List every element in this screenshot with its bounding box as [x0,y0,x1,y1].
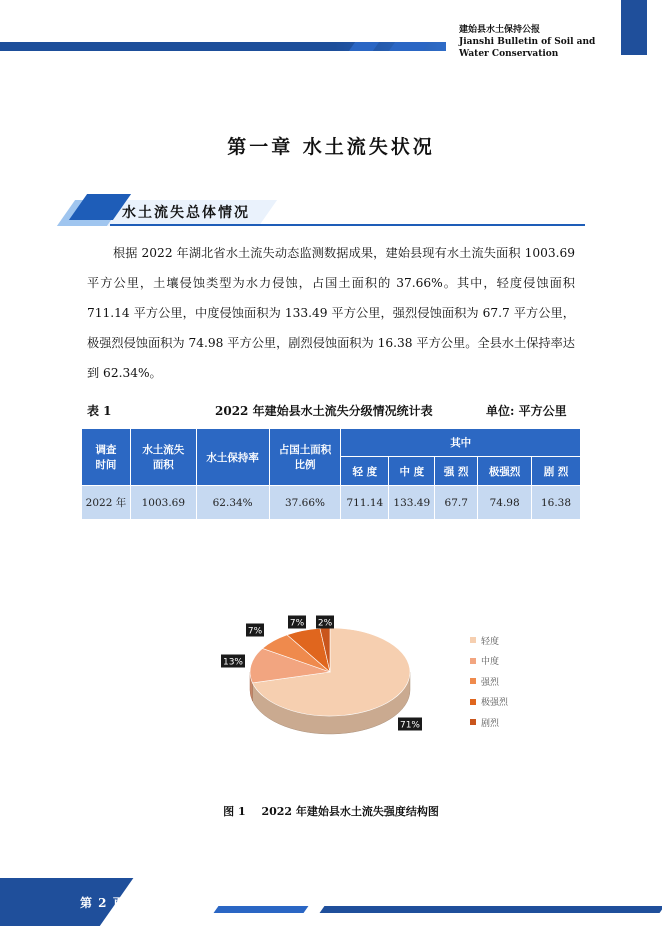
legend-swatch [470,637,476,643]
table-row [82,486,581,520]
legend-swatch [470,658,476,664]
section-title: 水土流失总体情况 [122,205,250,221]
table-cell: 711.14 [341,486,389,520]
figure-caption [0,803,662,819]
header-cell: 强 烈 [435,457,478,486]
page-number: 第 2 页 [80,896,126,910]
erosion-stats-table [81,428,581,520]
table-cell: 2022 年 [82,486,131,520]
figure-label: 图 1 [223,805,246,818]
header-cell: 调查 时间 [82,429,131,486]
header-title-en: Jianshi Bulletin of Soil and Water Conservation [459,37,596,59]
pie-data-label [246,624,264,637]
header-cell: 轻 度 [341,457,389,486]
header-stripe [389,42,429,51]
footer-stripe [320,906,662,913]
header-corner-block [621,0,647,55]
header-cell: 其中 [341,429,581,457]
table-cell: 62.34% [196,486,269,520]
legend-item [470,671,508,692]
legend-item [470,712,508,733]
header-cell: 水土流失 面积 [130,429,196,486]
figure-title: 2022 年建始县水土流失强度结构图 [261,805,439,818]
legend-label: 强烈 [481,677,500,688]
table-title: 2022 年建始县水土流失分级情况统计表 [215,404,433,418]
legend-label: 极强烈 [481,698,509,709]
svg-text:7%: 7% [247,626,263,637]
header-title-cn: 建始县水土保持公报 [459,25,541,35]
legend-label: 剧烈 [481,718,500,729]
table-cell: 1003.69 [130,486,196,520]
header-cell: 极强烈 [478,457,532,486]
legend-item [470,630,508,651]
table-cell: 74.98 [478,486,532,520]
svg-text:2%: 2% [317,618,333,629]
footer-stripe [214,906,309,913]
table-cell: 67.7 [435,486,478,520]
header-cell: 剧 烈 [532,457,581,486]
header-band [0,42,446,51]
legend-swatch [470,678,476,684]
body-paragraph: 根据 2022 年湖北省水土流失动态监测数据成果，建始县现有水土流失面积 1003.69 平方公里，土壤侵蚀类型为水力侵蚀，占国土面积的 37.66%。其中，轻度侵蚀面积 711.14 平方公里，中度侵蚀面积为 133.49 平方公里，强烈侵蚀面积为 67.7 平方公里，极强烈侵蚀面积为 74.98 平方公里，剧烈侵蚀面积为 16.38 平方公里。全县水土保持率达到 62.34%。 [87,246,575,380]
pie-data-label [398,718,422,731]
chapter-title: 第一章 水土流失状况 [227,136,435,158]
table-unit: 单位: 平方公里 [486,404,567,418]
header-title [459,24,619,60]
header-cell: 水土保持率 [196,429,269,486]
legend-label: 轻度 [481,636,500,647]
table-cell: 133.49 [389,486,435,520]
header-cell: 中 度 [389,457,435,486]
legend-item [470,692,508,713]
table-cell: 37.66% [269,486,341,520]
svg-text:13%: 13% [222,657,244,668]
pie-data-label [288,616,306,629]
legend-label: 中度 [481,657,500,668]
table-label: 表 1 [87,404,112,418]
svg-text:71%: 71% [399,720,421,731]
legend-item [470,651,508,672]
chart-legend [470,630,508,733]
header-cell: 占国土面积 比例 [269,429,341,486]
pie-data-label [221,655,245,668]
table-cell: 16.38 [532,486,581,520]
section-underline [110,224,585,226]
pie-data-label [316,616,334,629]
legend-swatch [470,699,476,705]
legend-swatch [470,719,476,725]
svg-text:7%: 7% [289,618,305,629]
